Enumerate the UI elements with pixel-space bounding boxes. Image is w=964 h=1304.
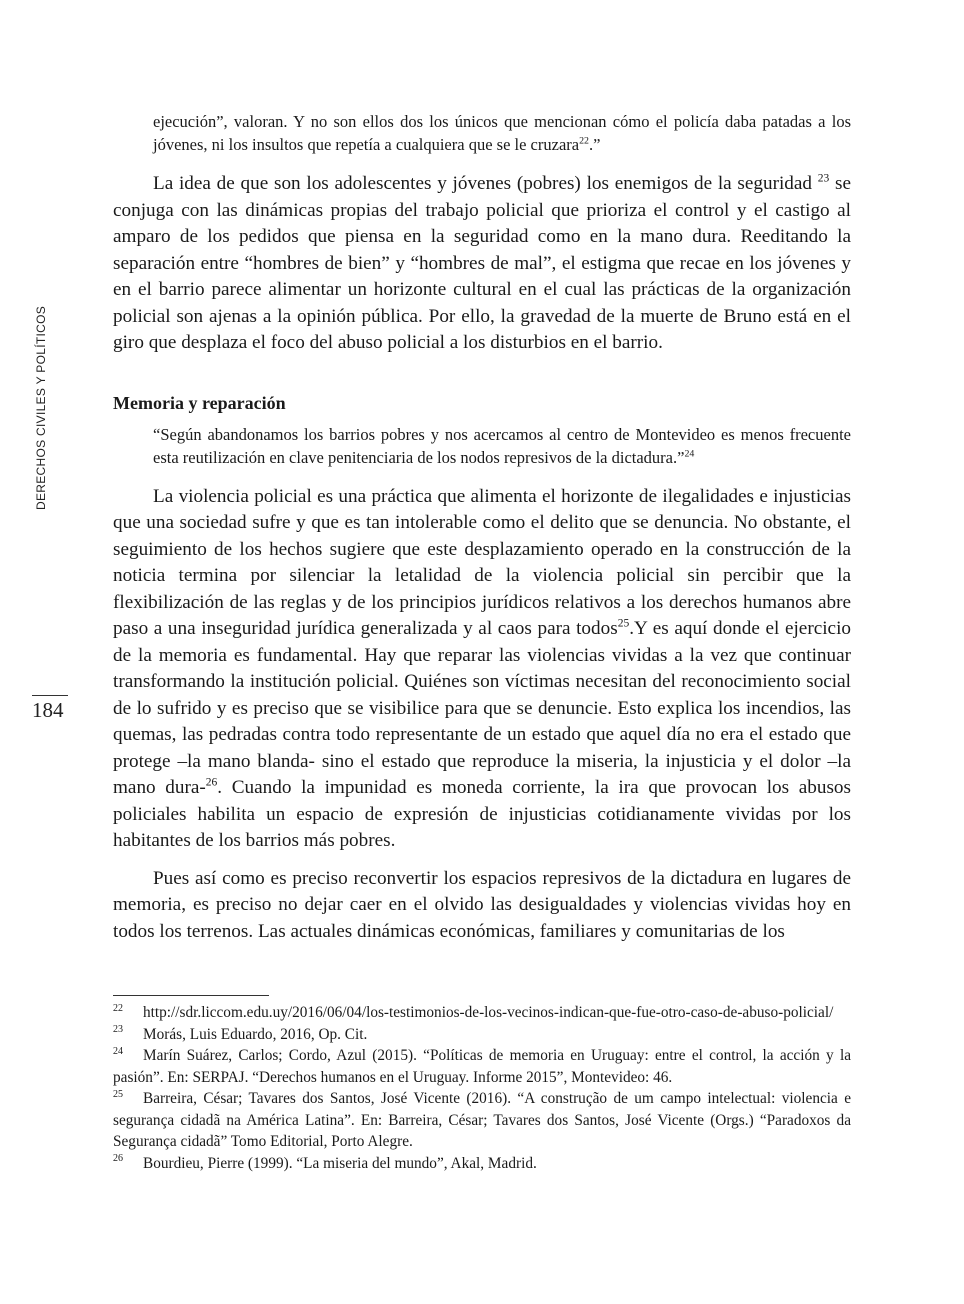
text-run: La idea de que son los adolescentes y jóvenes (pobres) los enemigos de la seguridad (153, 173, 818, 194)
footnote-ref: 25 (617, 617, 630, 630)
text-run: Pues así como es preciso reconvertir los espacios represivos de la dictadura en lugares de memoria, es preciso no dejar caer en el olvido las desigualdades y violencias vividas hoy en todos los terrenos. Las actuales dinámicas económicas, familiares y comunitarias de los (113, 867, 851, 942)
footnote-rule (113, 995, 269, 996)
footnote-ref: 22 (579, 135, 589, 147)
footnotes (113, 1002, 851, 1174)
footnote: 25 Barreira, César; Tavares dos Santos, José Vicente (2016). “A construção de um campo intelectual: violencia e segurança cidadã na América Latina”. En: Barreira, César; Tavares dos Santos, José Vicente (Orgs.) “Paradoxos da Segurança cidadã” Tomo Editorial, Porto Alegre. (113, 1088, 851, 1150)
text-run: .” (588, 135, 601, 154)
main-text (113, 110, 851, 945)
paragraph-3 (113, 866, 851, 946)
block-quote-1 (153, 110, 851, 156)
section-heading: Memoria y reparación (113, 392, 286, 413)
footnote: 24 Marín Suárez, Carlos; Cordo, Azul (2015). “Políticas de memoria en Uruguay: entre el control, la acción y la pasión”. En: SERPAJ. “Derechos humanos en el Uruguay. Informe 2015”, Montevideo: 46. (113, 1045, 851, 1086)
page-number-rule (32, 695, 68, 696)
page-number: 184 (32, 698, 64, 722)
text-run: “Según abandonamos los barrios pobres y nos acercamos al centro de Montevideo es menos frecuente esta reutilización en clave penitenciaria de los nodos represivos de la dictadura.” (153, 424, 851, 467)
paragraph-2 (113, 484, 851, 855)
footnote: 23 Morás, Luis Eduardo, 2016, Op. Cit. (113, 1024, 368, 1043)
paragraph-1 (113, 171, 851, 357)
text-run: .Y es aquí donde el ejercicio de la memoria es fundamental. Hay que reparar las violencias vividas a la vez que continuar transformando la institución policial. Quiénes son víctimas necesitan del reconocimiento social de lo sufrido y es preciso que se visibilice para que se denuncie. Esto explica los incendios, las quemas, las pedradas contra todo representante de un estado que aquel día no era el estado que protege –la mano blanda- sino el estado que reproduce la miseria, la injusticia y el dolor –la mano dura- (113, 618, 851, 798)
block-quote-2 (153, 423, 851, 469)
footnote-ref: 26 (205, 776, 218, 789)
text-run: se conjuga con las dinámicas propias del trabajo policial que prioriza el control y el castigo al amparo de los pedidos que piensa en la seguridad como en la mano dura. Reeditando la separación entre “hombres de bien” y “hombres de mal”, el estigma que recae en los jóvenes y en el barrio parece alimentar un horizonte cultural en el cual las prácticas de la organización policial son ajenas a la opinión pública. Por ello, la gravedad de la muerte de Bruno está en el giro que desplaza el foco del abuso policial a los disturbios en el barrio. (113, 173, 852, 353)
text-run: ejecución”, valoran. Y no son ellos dos los únicos que mencionan cómo el policía daba patadas a los jóvenes, ni los insultos que repetía a cualquiera que se le cruzara (153, 112, 851, 154)
text-run: . Cuando la impunidad es moneda corriente, la ira que provocan los abusos policiales habilita un espacio de expresión de injusticias cotidianamente vividas por los habitantes de los barrios más pobres. (113, 777, 851, 851)
footnote-ref: 23 (817, 172, 830, 185)
footnote: 26 Bourdieu, Pierre (1999). “La miseria del mundo”, Akal, Madrid. (113, 1153, 537, 1172)
running-header-vertical: DERECHOS CIVILES Y POLÍTICOS (34, 305, 48, 510)
footnote-ref: 24 (684, 448, 695, 459)
footnote: 22 http://sdr.liccom.edu.uy/2016/06/04/los-testimonios-de-los-vecinos-indican-que-fue-otro-caso-de-abuso-policial/ (113, 1002, 834, 1021)
text-run: La violencia policial es una práctica que alimenta el horizonte de ilegalidades e injusticias que una sociedad sufre y que es tan intolerable como el delito que se denuncia. No obstante, el seguimiento de los hechos sugiere que este desplazamiento operado en la construcción de la noticia termina por silenciar la letalidad de la violencia policial sin percibir que la flexibilización de las reglas y de los principios jurídicos relativos a los derechos humanos abre paso a una inseguridad jurídica generalizada y al caos para todos (113, 485, 851, 639)
